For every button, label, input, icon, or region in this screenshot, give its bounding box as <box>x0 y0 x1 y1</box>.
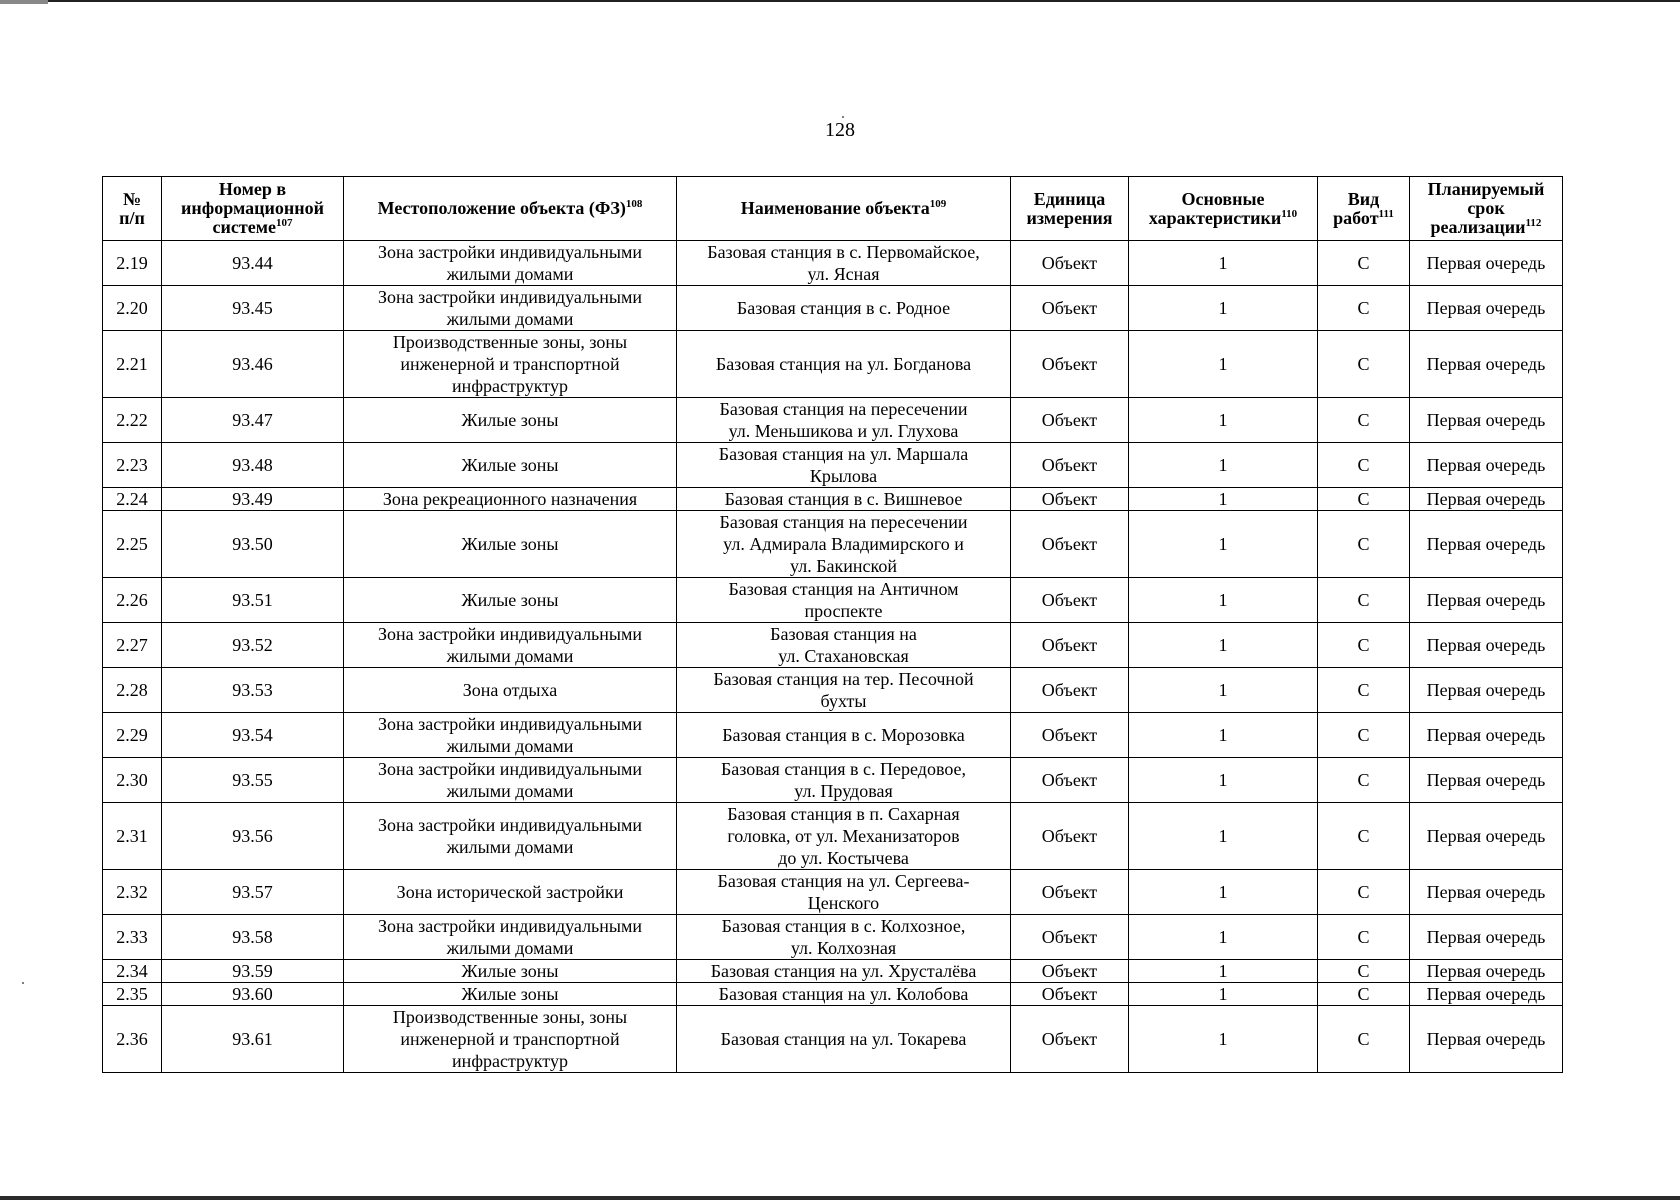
cell-system-number: 93.45 <box>162 286 344 331</box>
cell-unit: Объект <box>1011 870 1129 915</box>
cell-location <box>344 511 677 578</box>
cell-location-line: Зона рекреационного назначения <box>382 489 638 509</box>
header-col-system-number <box>162 177 344 241</box>
table-row <box>103 623 1563 668</box>
header-line: Основные <box>1181 188 1265 209</box>
cell-location <box>344 286 677 331</box>
table-row <box>103 803 1563 870</box>
table-row <box>103 870 1563 915</box>
cell-location <box>344 241 677 286</box>
cell-object-name <box>677 488 1011 511</box>
header-line: Планируемый <box>1427 179 1545 199</box>
cell-location <box>344 331 677 398</box>
cell-object-name-line: Базовая станция в с. Первомайское, <box>707 242 980 262</box>
cell-unit: Объект <box>1011 713 1129 758</box>
cell-work-type: С <box>1318 286 1410 331</box>
cell-work-type: С <box>1318 758 1410 803</box>
cell-work-type: С <box>1318 870 1410 915</box>
cell-location-line: Жилые зоны <box>461 984 559 1004</box>
cell-object-name-line: Базовая станция на ул. Маршала <box>718 444 969 464</box>
cell-number: 2.35 <box>103 983 162 1006</box>
cell-location-line: Зона застройки индивидуальными <box>377 287 643 307</box>
cell-object-name-line: Базовая станция в п. Сахарная <box>727 804 960 824</box>
cell-system-number: 93.57 <box>162 870 344 915</box>
cell-object-name-line: ул. Прудовая <box>794 781 893 801</box>
header-line <box>1322 209 1405 228</box>
header-line: п/п <box>119 207 145 228</box>
cell-object-name-line: Базовая станция на тер. Песочной <box>713 669 974 689</box>
cell-system-number: 93.61 <box>162 1006 344 1073</box>
cell-system-number: 93.50 <box>162 511 344 578</box>
cell-location-line: Зона застройки индивидуальными <box>377 714 643 734</box>
cell-object-name <box>677 286 1011 331</box>
cell-object-name-line: ул. Стахановская <box>778 646 909 666</box>
cell-characteristics: 1 <box>1129 511 1318 578</box>
cell-location-line: инфраструктур <box>452 1051 568 1071</box>
cell-characteristics: 1 <box>1129 758 1318 803</box>
cell-work-type: С <box>1318 983 1410 1006</box>
cell-location <box>344 398 677 443</box>
cell-object-name <box>677 983 1011 1006</box>
cell-object-name-line: проспекте <box>804 601 883 621</box>
cell-work-type: С <box>1318 1006 1410 1073</box>
cell-work-type: С <box>1318 668 1410 713</box>
header-col-characteristics <box>1129 177 1318 241</box>
cell-unit: Объект <box>1011 286 1129 331</box>
cell-number: 2.24 <box>103 488 162 511</box>
header-text: Наименование объекта <box>740 198 930 218</box>
header-line <box>166 218 339 237</box>
cell-location-line: жилыми домами <box>446 938 574 958</box>
header-line <box>1414 218 1558 237</box>
header-line: № <box>122 188 142 209</box>
cell-number: 2.19 <box>103 241 162 286</box>
cell-characteristics: 1 <box>1129 398 1318 443</box>
cell-characteristics: 1 <box>1129 915 1318 960</box>
footnote-marker: 110 <box>1281 207 1298 220</box>
cell-term: Первая очередь <box>1410 713 1563 758</box>
cell-location <box>344 1006 677 1073</box>
cell-object-name-line: ул. Ясная <box>807 264 880 284</box>
cell-characteristics: 1 <box>1129 960 1318 983</box>
table-row <box>103 286 1563 331</box>
cell-location-line: жилыми домами <box>446 646 574 666</box>
cell-object-name-line: до ул. Костычева <box>778 848 909 868</box>
cell-system-number: 93.51 <box>162 578 344 623</box>
cell-location-line: жилыми домами <box>446 736 574 756</box>
cell-system-number: 93.46 <box>162 331 344 398</box>
cell-unit: Объект <box>1011 983 1129 1006</box>
cell-system-number: 93.59 <box>162 960 344 983</box>
cell-location <box>344 870 677 915</box>
cell-location-line: Зона застройки индивидуальными <box>377 624 643 644</box>
cell-system-number: 93.47 <box>162 398 344 443</box>
cell-characteristics: 1 <box>1129 803 1318 870</box>
cell-location-line: Зона застройки индивидуальными <box>377 815 643 835</box>
cell-location-line: Зона застройки индивидуальными <box>377 759 643 779</box>
cell-unit: Объект <box>1011 803 1129 870</box>
cell-object-name-line: Базовая станция в с. Колхозное, <box>721 916 966 936</box>
scan-bottom-edge <box>0 1196 1680 1200</box>
header-line: измерения <box>1026 207 1113 228</box>
cell-object-name <box>677 511 1011 578</box>
cell-system-number: 93.48 <box>162 443 344 488</box>
cell-system-number: 93.44 <box>162 241 344 286</box>
cell-number: 2.25 <box>103 511 162 578</box>
cell-system-number: 93.53 <box>162 668 344 713</box>
cell-number: 2.21 <box>103 331 162 398</box>
cell-location <box>344 488 677 511</box>
header-text: характеристики <box>1148 207 1282 228</box>
cell-object-name <box>677 668 1011 713</box>
cell-object-name-line: бухты <box>820 691 867 711</box>
cell-object-name-line: Базовая станция в с. Передовое, <box>720 759 967 779</box>
cell-unit: Объект <box>1011 1006 1129 1073</box>
cell-term: Первая очередь <box>1410 960 1563 983</box>
header-col-object-name <box>677 177 1011 241</box>
cell-location-line: Зона застройки индивидуальными <box>377 916 643 936</box>
header-col-unit <box>1011 177 1129 241</box>
cell-work-type: С <box>1318 578 1410 623</box>
cell-term: Первая очередь <box>1410 241 1563 286</box>
cell-unit: Объект <box>1011 488 1129 511</box>
header-line: Вид <box>1347 188 1380 209</box>
cell-object-name-line: Базовая станция на <box>770 624 917 644</box>
cell-location-line: Жилые зоны <box>461 410 559 430</box>
cell-characteristics: 1 <box>1129 331 1318 398</box>
cell-term: Первая очередь <box>1410 398 1563 443</box>
cell-work-type: С <box>1318 398 1410 443</box>
cell-location-line: Производственные зоны, зоны <box>392 1007 628 1027</box>
cell-work-type: С <box>1318 241 1410 286</box>
page-number: 128 <box>825 119 855 141</box>
header-line: срок <box>1467 198 1505 218</box>
table-row <box>103 668 1563 713</box>
cell-object-name-line: Базовая станция в с. Морозовка <box>722 725 965 745</box>
cell-location-line: Жилые зоны <box>461 590 559 610</box>
cell-number: 2.34 <box>103 960 162 983</box>
cell-work-type: С <box>1318 511 1410 578</box>
cell-number: 2.22 <box>103 398 162 443</box>
cell-work-type: С <box>1318 623 1410 668</box>
header-col-number <box>103 177 162 241</box>
cell-location-line: инженерной и транспортной <box>400 354 620 374</box>
cell-term: Первая очередь <box>1410 286 1563 331</box>
table-row <box>103 241 1563 286</box>
cell-term: Первая очередь <box>1410 803 1563 870</box>
header-text: реализации <box>1430 217 1526 237</box>
table-row <box>103 915 1563 960</box>
cell-object-name <box>677 443 1011 488</box>
cell-characteristics: 1 <box>1129 488 1318 511</box>
cell-location <box>344 713 677 758</box>
header-line: Единица <box>1033 188 1106 209</box>
cell-number: 2.32 <box>103 870 162 915</box>
cell-location <box>344 443 677 488</box>
header-line <box>1133 209 1313 228</box>
cell-object-name-line: Базовая станция в с. Вишневое <box>724 489 963 509</box>
footnote-marker: 107 <box>275 217 293 229</box>
cell-work-type: С <box>1318 803 1410 870</box>
table-row <box>103 488 1563 511</box>
header-text: Местоположение объекта (ФЗ) <box>377 198 626 218</box>
cell-number: 2.28 <box>103 668 162 713</box>
cell-term: Первая очередь <box>1410 668 1563 713</box>
table-row <box>103 578 1563 623</box>
cell-unit: Объект <box>1011 398 1129 443</box>
cell-location-line: Производственные зоны, зоны <box>392 332 628 352</box>
cell-object-name-line: Базовая станция на ул. Колобова <box>718 984 969 1004</box>
cell-object-name <box>677 1006 1011 1073</box>
cell-object-name-line: головка, от ул. Механизаторов <box>727 826 960 846</box>
cell-system-number: 93.56 <box>162 803 344 870</box>
table-header-row <box>103 177 1563 241</box>
header-col-term <box>1410 177 1563 241</box>
header-line: Номер в <box>218 179 287 199</box>
cell-object-name <box>677 915 1011 960</box>
cell-object-name <box>677 578 1011 623</box>
cell-number: 2.30 <box>103 758 162 803</box>
table-row <box>103 398 1563 443</box>
cell-term: Первая очередь <box>1410 488 1563 511</box>
cell-term: Первая очередь <box>1410 870 1563 915</box>
table-row <box>103 443 1563 488</box>
cell-term: Первая очередь <box>1410 915 1563 960</box>
footnote-marker: 112 <box>1525 217 1542 229</box>
cell-object-name <box>677 398 1011 443</box>
cell-characteristics: 1 <box>1129 623 1318 668</box>
cell-characteristics: 1 <box>1129 286 1318 331</box>
header-line: информационной <box>181 198 324 218</box>
footnote-marker: 109 <box>929 198 947 210</box>
cell-location <box>344 668 677 713</box>
cell-work-type: С <box>1318 488 1410 511</box>
cell-object-name-line: Базовая станция на пересечении <box>719 399 968 419</box>
cell-location <box>344 803 677 870</box>
table-row <box>103 511 1563 578</box>
cell-object-name-line: ул. Бакинской <box>790 556 897 576</box>
cell-location <box>344 915 677 960</box>
cell-unit: Объект <box>1011 960 1129 983</box>
scan-top-edge-mark <box>0 0 48 4</box>
cell-system-number: 93.54 <box>162 713 344 758</box>
cell-location-line: жилыми домами <box>446 309 574 329</box>
cell-object-name <box>677 960 1011 983</box>
cell-location-line: Зона застройки индивидуальными <box>377 242 643 262</box>
header-line <box>348 199 672 218</box>
cell-unit: Объект <box>1011 915 1129 960</box>
cell-characteristics: 1 <box>1129 870 1318 915</box>
cell-unit: Объект <box>1011 578 1129 623</box>
cell-object-name <box>677 758 1011 803</box>
cell-object-name-line: ул. Адмирала Владимирского и <box>723 534 964 554</box>
cell-system-number: 93.52 <box>162 623 344 668</box>
cell-location-line: Жилые зоны <box>461 961 559 981</box>
cell-characteristics: 1 <box>1129 713 1318 758</box>
cell-term: Первая очередь <box>1410 511 1563 578</box>
header-col-work-type <box>1318 177 1410 241</box>
cell-term: Первая очередь <box>1410 623 1563 668</box>
cell-work-type: С <box>1318 713 1410 758</box>
cell-term: Первая очередь <box>1410 443 1563 488</box>
cell-number: 2.26 <box>103 578 162 623</box>
cell-object-name-line: Базовая станция на ул. Токарева <box>720 1029 967 1049</box>
cell-term: Первая очередь <box>1410 578 1563 623</box>
cell-object-name-line: Базовая станция на Античном <box>728 579 959 599</box>
cell-object-name-line: Базовая станция на ул. Хрусталёва <box>710 961 977 981</box>
cell-location-line: жилыми домами <box>446 837 574 857</box>
cell-number: 2.31 <box>103 803 162 870</box>
cell-object-name <box>677 331 1011 398</box>
cell-system-number: 93.60 <box>162 983 344 1006</box>
cell-unit: Объект <box>1011 443 1129 488</box>
cell-work-type: С <box>1318 443 1410 488</box>
cell-location <box>344 983 677 1006</box>
cell-unit: Объект <box>1011 668 1129 713</box>
cell-object-name-line: Ценского <box>807 893 880 913</box>
cell-object-name <box>677 713 1011 758</box>
cell-location-line: Жилые зоны <box>461 534 559 554</box>
cell-object-name-line: ул. Меньшикова и ул. Глухова <box>728 421 959 441</box>
cell-number: 2.27 <box>103 623 162 668</box>
cell-object-name <box>677 870 1011 915</box>
cell-number: 2.20 <box>103 286 162 331</box>
header-text: работ <box>1333 207 1379 228</box>
cell-number: 2.23 <box>103 443 162 488</box>
cell-object-name <box>677 803 1011 870</box>
cell-location-line: Зона отдыха <box>462 680 558 700</box>
cell-term: Первая очередь <box>1410 758 1563 803</box>
cell-system-number: 93.58 <box>162 915 344 960</box>
cell-unit: Объект <box>1011 623 1129 668</box>
cell-unit: Объект <box>1011 331 1129 398</box>
header-line <box>681 199 1006 218</box>
table-row <box>103 331 1563 398</box>
cell-unit: Объект <box>1011 241 1129 286</box>
cell-unit: Объект <box>1011 511 1129 578</box>
cell-location <box>344 758 677 803</box>
header-text: системе <box>212 217 276 237</box>
cell-location-line: жилыми домами <box>446 264 574 284</box>
scan-top-edge <box>0 0 1680 2</box>
cell-unit: Объект <box>1011 758 1129 803</box>
table-row <box>103 713 1563 758</box>
footnote-marker: 111 <box>1378 207 1394 220</box>
scan-speck <box>22 982 24 984</box>
header-col-location <box>344 177 677 241</box>
cell-object-name-line: Базовая станция на ул. Богданова <box>715 354 972 374</box>
cell-number: 2.36 <box>103 1006 162 1073</box>
cell-system-number: 93.49 <box>162 488 344 511</box>
table-row <box>103 758 1563 803</box>
cell-work-type: С <box>1318 331 1410 398</box>
cell-system-number: 93.55 <box>162 758 344 803</box>
cell-object-name-line: Базовая станция на ул. Сергеева- <box>717 871 970 891</box>
cell-work-type: С <box>1318 915 1410 960</box>
cell-object-name-line: Базовая станция на пересечении <box>719 512 968 532</box>
cell-object-name-line: Крылова <box>809 466 878 486</box>
cell-characteristics: 1 <box>1129 1006 1318 1073</box>
cell-number: 2.33 <box>103 915 162 960</box>
cell-location-line: Жилые зоны <box>461 455 559 475</box>
cell-object-name-line: ул. Колхозная <box>790 938 897 958</box>
cell-location <box>344 623 677 668</box>
cell-characteristics: 1 <box>1129 668 1318 713</box>
cell-location <box>344 578 677 623</box>
footnote-marker: 108 <box>625 198 643 210</box>
cell-object-name-line: Базовая станция в с. Родное <box>736 298 951 318</box>
objects-table <box>102 176 1563 1073</box>
cell-location <box>344 960 677 983</box>
cell-characteristics: 1 <box>1129 443 1318 488</box>
cell-location-line: инженерной и транспортной <box>400 1029 620 1049</box>
cell-object-name <box>677 241 1011 286</box>
table-row <box>103 983 1563 1006</box>
cell-location-line: инфраструктур <box>452 376 568 396</box>
cell-location-line: жилыми домами <box>446 781 574 801</box>
cell-number: 2.29 <box>103 713 162 758</box>
table-row <box>103 960 1563 983</box>
cell-term: Первая очередь <box>1410 331 1563 398</box>
cell-term: Первая очередь <box>1410 983 1563 1006</box>
cell-work-type: С <box>1318 960 1410 983</box>
scan-speck <box>842 116 844 118</box>
cell-object-name <box>677 623 1011 668</box>
cell-term: Первая очередь <box>1410 1006 1563 1073</box>
cell-characteristics: 1 <box>1129 983 1318 1006</box>
cell-characteristics: 1 <box>1129 241 1318 286</box>
cell-characteristics: 1 <box>1129 578 1318 623</box>
cell-location-line: Зона исторической застройки <box>396 882 624 902</box>
table-row <box>103 1006 1563 1073</box>
